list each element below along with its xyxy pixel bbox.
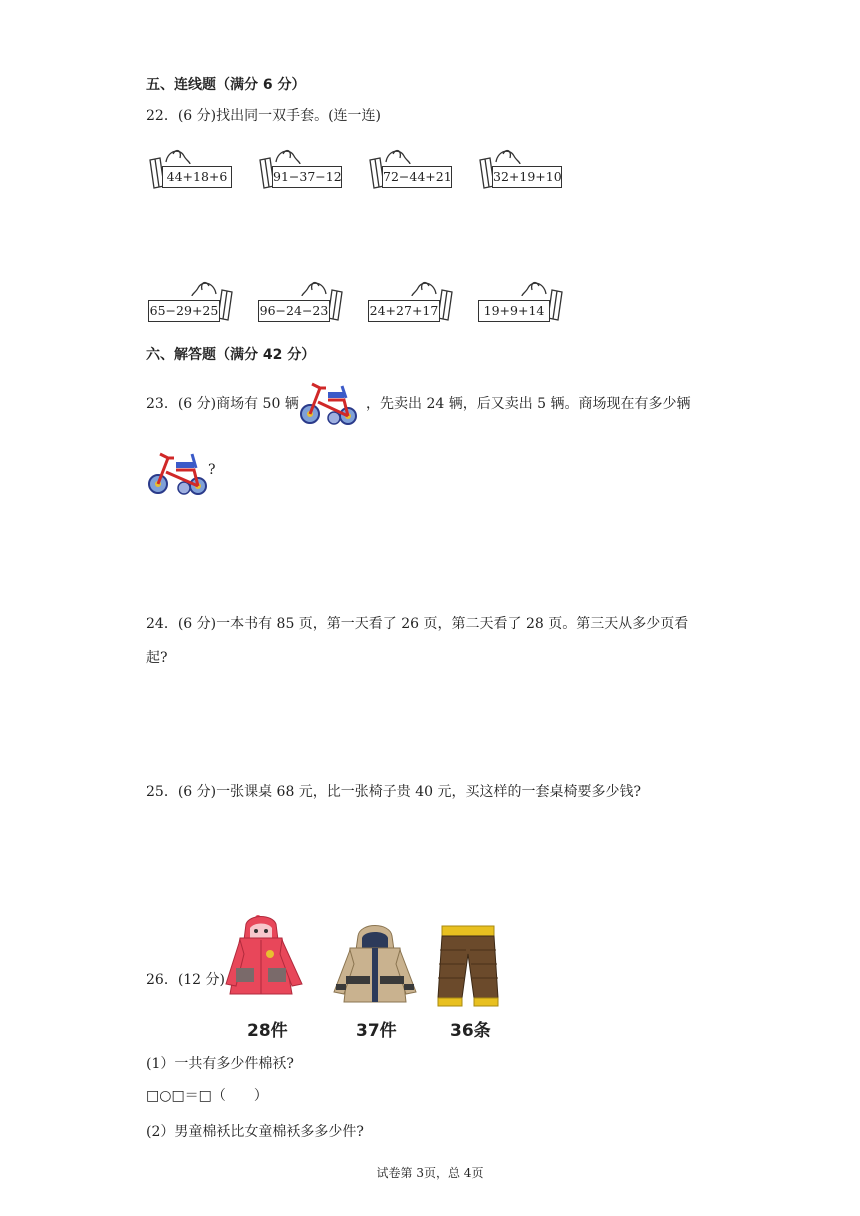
question-22: 22．(6 分)找出同一双手套。(连一连) — [146, 108, 382, 124]
page-footer: 试卷第 3页，总 4页 — [376, 1166, 484, 1180]
tricycle-icon — [298, 378, 362, 428]
mitten-top-1[interactable] — [146, 146, 236, 190]
mitten-top-2[interactable] — [256, 146, 346, 190]
question-25: 25．(6 分)一张课桌 68 元，比一张椅子贵 40 元，买这样的一套桌椅要多少钱? — [146, 784, 642, 800]
mitten-expression: 44+18+6 — [162, 166, 232, 188]
question-26-formula[interactable]: □○□＝□（ ） — [146, 1088, 268, 1104]
mitten-expression: 24+27+17 — [368, 300, 440, 322]
mitten-top-4[interactable] — [476, 146, 566, 190]
mitten-bottom-2[interactable] — [256, 278, 346, 322]
mitten-expression: 32+19+10 — [492, 166, 562, 188]
pants-count: 36条 — [450, 1021, 491, 1041]
mitten-bottom-4[interactable] — [476, 278, 566, 322]
boys-jacket-count: 37件 — [356, 1021, 397, 1041]
mitten-expression: 19+9+14 — [478, 300, 550, 322]
mitten-expression: 72−44+21 — [382, 166, 452, 188]
question-23-part2: ，先卖出 24 辆，后又卖出 5 辆。商场现在有多少辆 — [366, 396, 691, 412]
question-23-part1: 23．(6 分)商场有 50 辆 — [146, 396, 299, 412]
section-6-title: 六、解答题（满分 42 分） — [146, 347, 316, 363]
mitten-expression: 91−37−12 — [272, 166, 342, 188]
boys-jacket-image — [330, 922, 420, 1004]
girls-jacket-count: 28件 — [247, 1021, 288, 1041]
tricycle-icon — [146, 446, 210, 496]
girls-jacket-image — [222, 914, 308, 998]
section-5-title: 五、连线题（满分 6 分） — [146, 77, 306, 93]
question-26: 26．(12 分) — [146, 972, 226, 988]
question-26-sub2: (2）男童棉袄比女童棉袄多多少件? — [146, 1124, 364, 1140]
mitten-bottom-1[interactable] — [146, 278, 236, 322]
question-24-line1: 24．(6 分)一本书有 85 页，第一天看了 26 页，第二天看了 28 页。第三天从多少页看 — [146, 616, 689, 632]
question-26-sub1: (1）一共有多少件棉袄? — [146, 1056, 294, 1072]
pants-image — [436, 924, 500, 1008]
mitten-bottom-3[interactable] — [366, 278, 456, 322]
mitten-expression: 96−24−23 — [258, 300, 330, 322]
mitten-expression: 65−29+25 — [148, 300, 220, 322]
mitten-top-3[interactable] — [366, 146, 456, 190]
question-23-part3: ? — [208, 462, 216, 478]
question-24-line2: 起? — [146, 650, 168, 666]
